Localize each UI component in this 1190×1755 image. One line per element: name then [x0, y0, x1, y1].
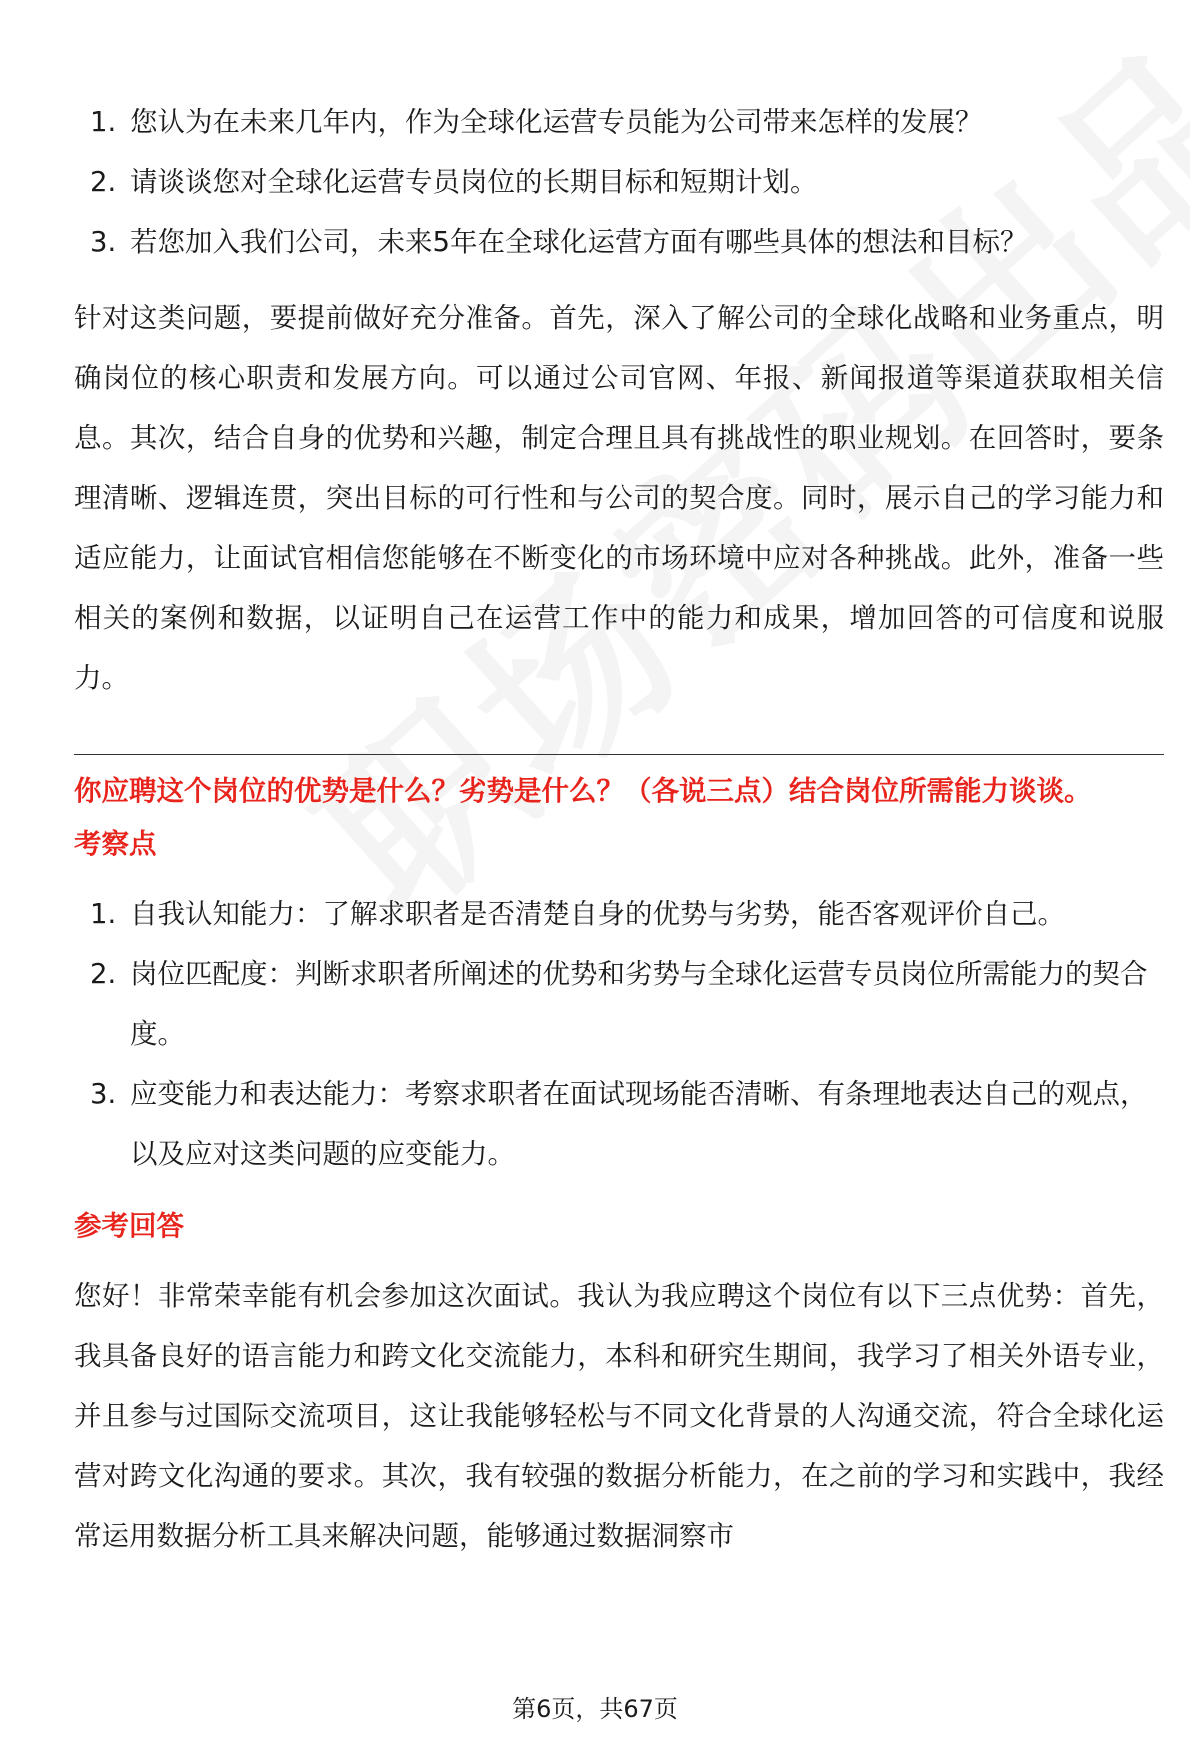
- page-content: [74, 92, 1164, 1566]
- list-item: [74, 884, 1164, 944]
- assessment-title: 考察点: [74, 828, 157, 860]
- list-text: 应变能力和表达能力：考察求职者在面试现场能否清晰、有条理地表达自己的观点，以及应对这类问题的应变能力。: [130, 1078, 1148, 1170]
- list-text: 您认为在未来几年内，作为全球化运营专员能为公司带来怎样的发展？: [130, 106, 983, 138]
- list-text: 请谈谈您对全球化运营专员岗位的长期目标和短期计划。: [130, 166, 818, 198]
- advice-paragraph: 针对这类问题，要提前做好充分准备。首先，深入了解公司的全球化战略和业务重点，明确岗位的核心职责和发展方向。可以通过公司官网、年报、新闻报道等渠道获取相关信息。其次，结合自身的优势和兴趣，制定合理且具有挑战性的职业规划。在回答时，要条理清晰、逻辑连贯，突出目标的可行性和与公司的契合度。同时，展示自己的学习能力和适应能力，让面试官相信您能够在不断变化的市场环境中应对各种挑战。此外，准备一些相关的案例和数据，以证明自己在运营工作中的能力和成果，增加回答的可信度和说服力。: [74, 302, 1164, 694]
- reference-title: 参考回答: [74, 1210, 184, 1242]
- list-item: [74, 152, 1164, 212]
- list-number: 1.: [90, 898, 117, 930]
- list-item: [74, 944, 1164, 1064]
- page-number: 第6页，共67页: [512, 1695, 678, 1723]
- list-item: [74, 1064, 1164, 1184]
- list-item: [74, 92, 1164, 152]
- section-divider: [74, 754, 1164, 755]
- list-text: 若您加入我们公司，未来5年在全球化运营方面有哪些具体的想法和目标？: [130, 226, 1028, 258]
- question-heading: 你应聘这个岗位的优势是什么？劣势是什么？（各说三点）结合岗位所需能力谈谈。: [74, 775, 1092, 807]
- list-number: 1.: [90, 106, 117, 138]
- list-number: 3.: [90, 1078, 117, 1110]
- list-number: 3.: [90, 226, 117, 258]
- list-number: 2.: [90, 166, 117, 198]
- intro-question-list: [74, 92, 1164, 272]
- list-number: 2.: [90, 958, 117, 990]
- list-item: [74, 212, 1164, 272]
- list-text: 自我认知能力：了解求职者是否清楚自身的优势与劣势，能否客观评价自己。: [130, 898, 1065, 930]
- assessment-list: [74, 884, 1164, 1184]
- list-text: 岗位匹配度：判断求职者所阐述的优势和劣势与全球化运营专员岗位所需能力的契合度。: [130, 958, 1148, 1050]
- reference-answer: 您好！非常荣幸能有机会参加这次面试。我认为我应聘这个岗位有以下三点优势：首先，我具备良好的语言能力和跨文化交流能力，本科和研究生期间，我学习了相关外语专业，并且参与过国际交流项目，这让我能够轻松与不同文化背景的人沟通交流，符合全球化运营对跨文化沟通的要求。其次，我有较强的数据分析能力，在之前的学习和实践中，我经常运用数据分析工具来解决问题，能够通过数据洞察市: [74, 1280, 1164, 1552]
